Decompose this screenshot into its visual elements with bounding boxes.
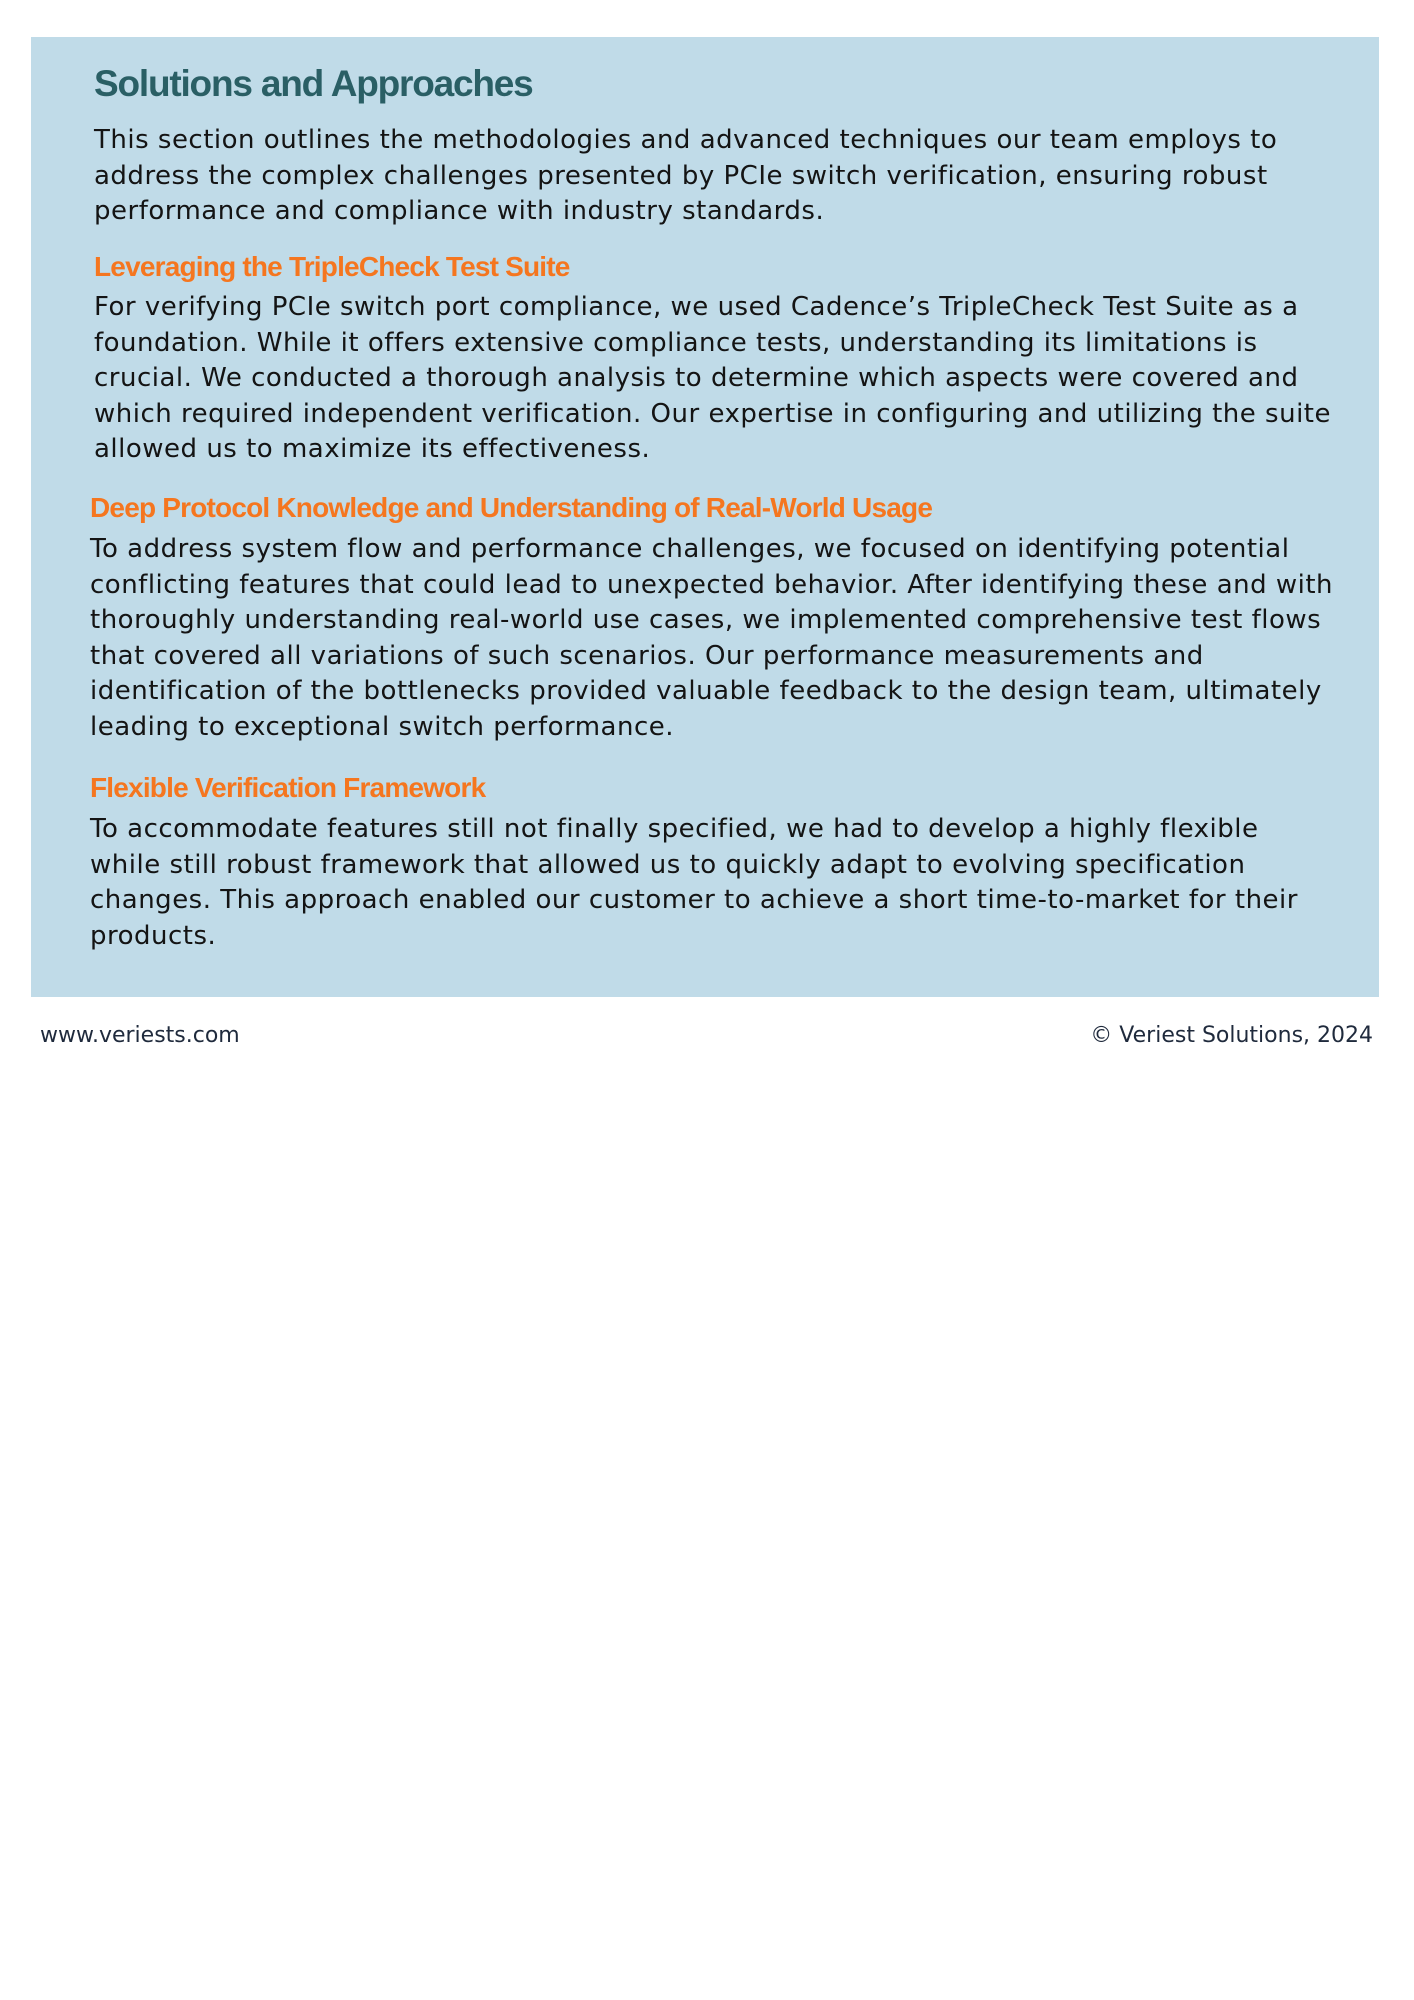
section-heading-protocol-knowledge: Deep Protocol Knowledge and Understanding of Real-World Usage (90, 492, 933, 523)
content-panel (31, 37, 1379, 997)
section-heading-flexible-framework: Flexible Verification Framework (90, 772, 486, 803)
website-link[interactable]: www.veriests.com (40, 1023, 240, 1048)
page-title: Solutions and Approaches (94, 63, 533, 104)
section-body-flexible-framework: To accommodate features still not finally specified, we had to develop a highly flexible while still robust framework that allowed us to quickly adapt to evolving specification changes. This approach enabled our customer to achieve a short time-to-market for their products. (90, 814, 1298, 951)
copyright-notice: © Veriest Solutions, 2024 (1090, 1023, 1373, 1048)
section-heading-triplecheck: Leveraging the TripleCheck Test Suite (94, 251, 570, 282)
section-body-triplecheck: For verifying PCIe switch port compliance, we used Cadence’s TripleCheck Test Suite as a foundation. While it offers extensive compliance tests, understanding its limitations is crucial. We conducted a thorough analysis to determine which aspects were covered and which required independent verification. Our expertise in configuring and utilizing the suite allowed us to maximize its effectiveness. (94, 292, 1331, 464)
section-body-protocol-knowledge: To address system flow and performance challenges, we focused on identifying potential conflicting features that could lead to unexpected behavior. After identifying these and with thoroughly understanding real-world use cases, we implemented comprehensive test flows that covered all variations of such scenarios. Our performance measurements and identification of the bottlenecks provided valuable feedback to the design team, ultimately leading to exceptional switch performance. (90, 534, 1334, 742)
intro-paragraph: This section outlines the methodologies and advanced techniques our team employs to address the complex challenges presented by PCIe switch verification, ensuring robust performance and compliance with industry standards. (94, 125, 1278, 226)
